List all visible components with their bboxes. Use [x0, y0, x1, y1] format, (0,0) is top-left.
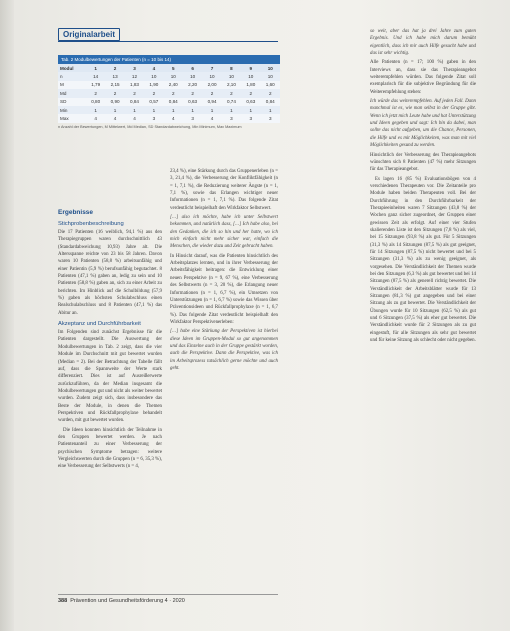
subheading-acceptance: Akzeptanz und Durchführbarkeit: [58, 321, 141, 328]
table-row: [58, 98, 280, 106]
table-header-cell: 2: [105, 64, 124, 72]
table-cell: 1: [105, 106, 124, 114]
table-header-row: [58, 64, 280, 72]
table-cell: 2: [125, 89, 144, 97]
table-cell: 2,15: [105, 81, 124, 89]
paragraph: Die Ideen konnten hinsichtlich der Teilnahme in den Gruppen bewertet werden. Je nach Patientenanteil zu einer Verbesserung der psychischen Symptome betragen: weitere Vergleichswerten durch die Gruppen (n = 6, 35,3 %), eine Verbesserung der Selbstwerts (n = 4,: [58, 427, 162, 470]
table-cell: 1: [222, 106, 241, 114]
table-cell: Min: [58, 106, 86, 114]
table-cell: 3: [222, 114, 241, 122]
table-cell: 10: [183, 72, 202, 80]
table-header-cell: 9: [241, 64, 260, 72]
text-column-middle: [170, 168, 278, 608]
table-cell: 2: [241, 89, 260, 97]
table-cell: 13: [105, 72, 124, 80]
table-header-cell: 10: [261, 64, 280, 72]
book-spine-shadow: [0, 0, 14, 631]
table-header-cell: 7: [202, 64, 221, 72]
table-cell: 10: [261, 72, 280, 80]
table-cell: 2,10: [222, 81, 241, 89]
table-header-cell: 6: [183, 64, 202, 72]
table-cell: 10: [164, 72, 183, 80]
table-cell: 0,63: [241, 98, 260, 106]
table-cell: 0,57: [144, 98, 163, 106]
interview-quote: […] habe eine Stärkung der Perspektiven ist hierbei diese Ideen im Gruppen-Modul so gut angenommen und das Einzelne auch in der Gruppe gestärkt worden, auch die Perspektive. Dann die Perspektive, was ich im Arbeitsprozess tatsächlich gerne möchte und auch geht.: [170, 329, 278, 371]
paragraph: Es lagen 16 (85 %) Evaluationsbögen von 4 verschiedenen Therapeuten vor. Die Zeitanteile pro Module haben beiden Therapeuten voll. Bei der Durchführung in den Durchführbarkeit der Therapieeinheiten waren 7 Sitzungen (43,8 %) der Wochen ganz sicher zugeordnet, der Gruppen einer gewissen Zeit als erfolgt. Auf einer vier Stufen skalierenden Liste ist den Sitzungen (7,8 %) als viel, bei 15 Sitzungen (93,8 %) als gut. Für 5 Sitzungen (31,3 %) als 14 Sitzungen (87,5 %) als gut geeignet, für 14 Sitzungen (87,5 %) nicht bewertet und bei 5 Sitzungen (31,3 %) als zu wenig geeignet, als vorgesehen. Die Verständlichkeit der Themen wurde bei den Sitzungen (6,3 %) als gut bewertet und bei 14 Sitzungen (87,5 %) als generell richtig bewertet. Die Verständlichkeit der Arbeitsblätter wurde für 13 Sitzungen (81,3 %) gut angegeben und bei einer Sitzung als zu gut bewertet. Die Verständlichkeit der Übungen wurde für 10 Sitzungen (62,5 %) als gut und 6 Sitzungen (37,5 %) als eher gut bewertet. Die Verständlichkeit wurde für 2 Sitzungen als zu gut eingestuft, für alle Sitzungen als sehr gut bewertet und für keine Sitzung als schlecht oder nicht gegeben.: [370, 176, 476, 344]
table-row: [58, 106, 280, 114]
paragraph: Hinsichtlich der Verbesserung des Therapieangebots wünschten sich 8 Patienten (47 %) mehr Sitzungen für das Therapieangebot.: [370, 152, 476, 173]
table-cell: 2,40: [164, 81, 183, 89]
footer-rule: [58, 594, 278, 595]
table-cell: 2: [202, 89, 221, 97]
table-cell: 10: [202, 72, 221, 80]
table-cell: Max: [58, 114, 86, 122]
table-row: [58, 81, 280, 89]
header-rule: [58, 41, 278, 42]
table-cell: 2: [144, 89, 163, 97]
table-header-cell: 5: [164, 64, 183, 72]
table-cell: 10: [241, 72, 260, 80]
table-cell: M: [58, 81, 86, 89]
subheading-sample: Stichprobenbeschreibung: [58, 221, 124, 227]
table-cell: 1: [241, 106, 260, 114]
table-cell: SD: [58, 98, 86, 106]
table-cell: 14: [86, 72, 105, 80]
text-column-right: [370, 28, 476, 608]
table-grid: [58, 64, 280, 123]
table-cell: 4: [105, 114, 124, 122]
table-cell: 3: [261, 114, 280, 122]
table-row: [58, 89, 280, 97]
table-cell: 1: [164, 106, 183, 114]
table-footnote: n Anzahl der Bewertungen, M Mittelwert, Md Median, SD Standardabweichung, Min Minimum, Max Maximum: [58, 124, 242, 129]
table-cell: 1: [86, 106, 105, 114]
table-cell: 0,63: [183, 98, 202, 106]
table-cell: 1,79: [86, 81, 105, 89]
text-column-left: [58, 208, 162, 613]
table-header-cell: Modul: [58, 64, 86, 72]
interview-quote: so weit, aber das hat ja drei Jahre zum guten Ergebnis. Und ich habe mich darum bemüht eigentlich, dass ich mir auch Hilfe gesucht habe und das ist sehr wichtig.: [370, 29, 476, 57]
table-cell: 0,90: [105, 98, 124, 106]
table-cell: 2,00: [202, 81, 221, 89]
table-cell: 12: [125, 72, 144, 80]
table-cell: 0,94: [202, 98, 221, 106]
table-cell: 0,74: [222, 98, 241, 106]
paragraph: In Hinsicht darauf, was die Patienten hinsichtlich des Arbeitsplatzes lernten, und in ihrer Verbesserung der Arbeitsfähigkeit beitragen: die Entwicklung einer neuen Perspektive (n = 9, 67 %), eine Verbesserung des Selbstwerts (n = 3, 20 %), die Erlangung neuer Informationen (n = 1, 6,7 %), ein Umsetzen von Unterstützungen (n = 1, 6,7 %) sowie das Wissen über Präventionsideen und Rückfallprophylaxe (n = 1, 6,7 %). Das folgende Zitat verdeutlicht beispielhaft den Wirkfaktor Perspektivenerleben:: [170, 253, 278, 325]
journal-name: Prävention und Gesundheitsförderung 4 · 2020: [70, 598, 185, 604]
paragraph: 23,4 %), eine Stärkung durch das Gruppenerleben (n = 3, 21,4 %), die Verbesserung der Konfliktfähigkeit (n = 1, 7,1 %), die Reduzierung weiterer Ängste (n = 1, 7,1 %), sowie das Erlangen wichtiger neuer Informationen (n = 1, 7,1 %). Das folgende Zitat verdeutlicht beispielhaft den Wirkfaktor Selbstwert.: [170, 169, 278, 211]
table-cell: 0,84: [125, 98, 144, 106]
paragraph: Alle Patienten (n = 17; 100 %) gaben in den Interviews an, dass sie das Therapieangebot weiterempfehlen würden. Das folgende Zitat soll exemplarisch für die subjektive Begründung für die Weiterempfehlung stehen:: [370, 60, 476, 95]
table-title: Tab. 2 Modulbewertungen der Patienten (n = 10 bis 14): [58, 55, 280, 64]
module-rating-table: [58, 55, 280, 130]
table-cell: 1: [202, 106, 221, 114]
table-cell: 4: [86, 114, 105, 122]
section-heading-results: Ergebnisse: [58, 209, 94, 216]
table-cell: 3: [241, 114, 260, 122]
table-cell: 0,84: [164, 98, 183, 106]
table-cell: 1,90: [144, 81, 163, 89]
table-cell: 0,84: [261, 98, 280, 106]
table-cell: 1,60: [261, 81, 280, 89]
table-header-cell: 1: [86, 64, 105, 72]
page-number: 388: [58, 598, 68, 604]
table-cell: 10: [144, 72, 163, 80]
table-cell: 3: [183, 114, 202, 122]
table-row: [58, 114, 280, 122]
table-cell: 0,80: [86, 98, 105, 106]
table-header-cell: 4: [144, 64, 163, 72]
table-cell: 2: [86, 89, 105, 97]
table-cell: 1: [144, 106, 163, 114]
table-cell: 2: [164, 89, 183, 97]
table-cell: 1,83: [125, 81, 144, 89]
table-cell: Md: [58, 89, 86, 97]
table-cell: n: [58, 72, 86, 80]
table-cell: 2,20: [183, 81, 202, 89]
table-header-cell: 8: [222, 64, 241, 72]
table-cell: 2: [222, 89, 241, 97]
table-row: [58, 72, 280, 80]
table-cell: 4: [202, 114, 221, 122]
table-cell: 3: [144, 114, 163, 122]
table-header-cell: 3: [125, 64, 144, 72]
table-cell: 1: [183, 106, 202, 114]
table-cell: 2: [261, 89, 280, 97]
paragraph: Im Folgenden sind zunächst Ergebnisse für die Patienten dargestellt. Die Auswertung der Modulbewertungen in Tab. 2 zeigt, dass die vier Module im Durchschnitt mit gut bewertet wurden (Median = 2). Bei der Betrachtung der Tabelle fällt auf, dass die Spannweite der Werte stark differenziert. Dies ist auf Ausreißerwerte zurückzuführen, da der Median insgesamt die Modulbewertungen gut und nicht als weiter bewertet wurden. Zudem zeigt sich, dass insbesondere das Beste der Module, in denen die Themen Perspektiven und Rückfallprophylaxe behandelt wurden, mit gut bewertet wurden.: [58, 330, 162, 424]
table-cell: 1: [125, 106, 144, 114]
table-cell: 4: [125, 114, 144, 122]
page-footer: [58, 598, 185, 604]
table-cell: 2: [183, 89, 202, 97]
interview-quote: […] also ich möchte, habe ich unter Selbstwert bekommen, und natürlich dass, […] Ich habe also, bei den Gedanken, die ich so hin und her hatte, wo ich mich einfach nicht mehr sicher war, einfach die Menschen, die wieder dazu und Zeit gebracht haben.: [170, 215, 278, 250]
section-label: Originalarbeit: [58, 28, 120, 41]
table-cell: 2: [105, 89, 124, 97]
paragraph: Die 17 Patienten (16 weiblich, 94,1 %) aus den Therapiegruppen waren durchschnittlich 43 (Standardabweichung 10,93) Jahre alt. Die Altersspanne reichte von 23 bis 58 Jahren. Davon waren 10 Patienten (58,8 %) arbeitsunfähig und einer Patientin (5,9 %) berufsunfähig begutachtet. 8 Patienten (47,1 %) gaben an, ledig zu sein und 10 Patienten (58,8 %) gaben an, sich zu einer Arbeit zu berichten. Im Hinblick auf die Schulbildung (57,9 %) gaben als höchsten Schulabschluss einen Realschulabschluss und 8 Patienten (47,1 %) das Abitur an.: [58, 230, 162, 316]
table-cell: 4: [164, 114, 183, 122]
table-cell: 10: [222, 72, 241, 80]
interview-quote: Ich würde das weiterempfehlen. Auf jeden Fall. Dann manchmal ist es, wie man selbst in der Gruppe gibt. Wenn ich jetzt mich Leute habe und hat Unterstützung und Ideen gegeben und sagt: Ich bin da dabei, man sollte das nicht aufgeben, um die Chance, Personen, die Hilfe und es mit Möglichkeiten, was man mit viel Möglichkeiten gesund zu werden.: [370, 99, 476, 149]
table-cell: 1,80: [241, 81, 260, 89]
table-cell: 1: [261, 106, 280, 114]
